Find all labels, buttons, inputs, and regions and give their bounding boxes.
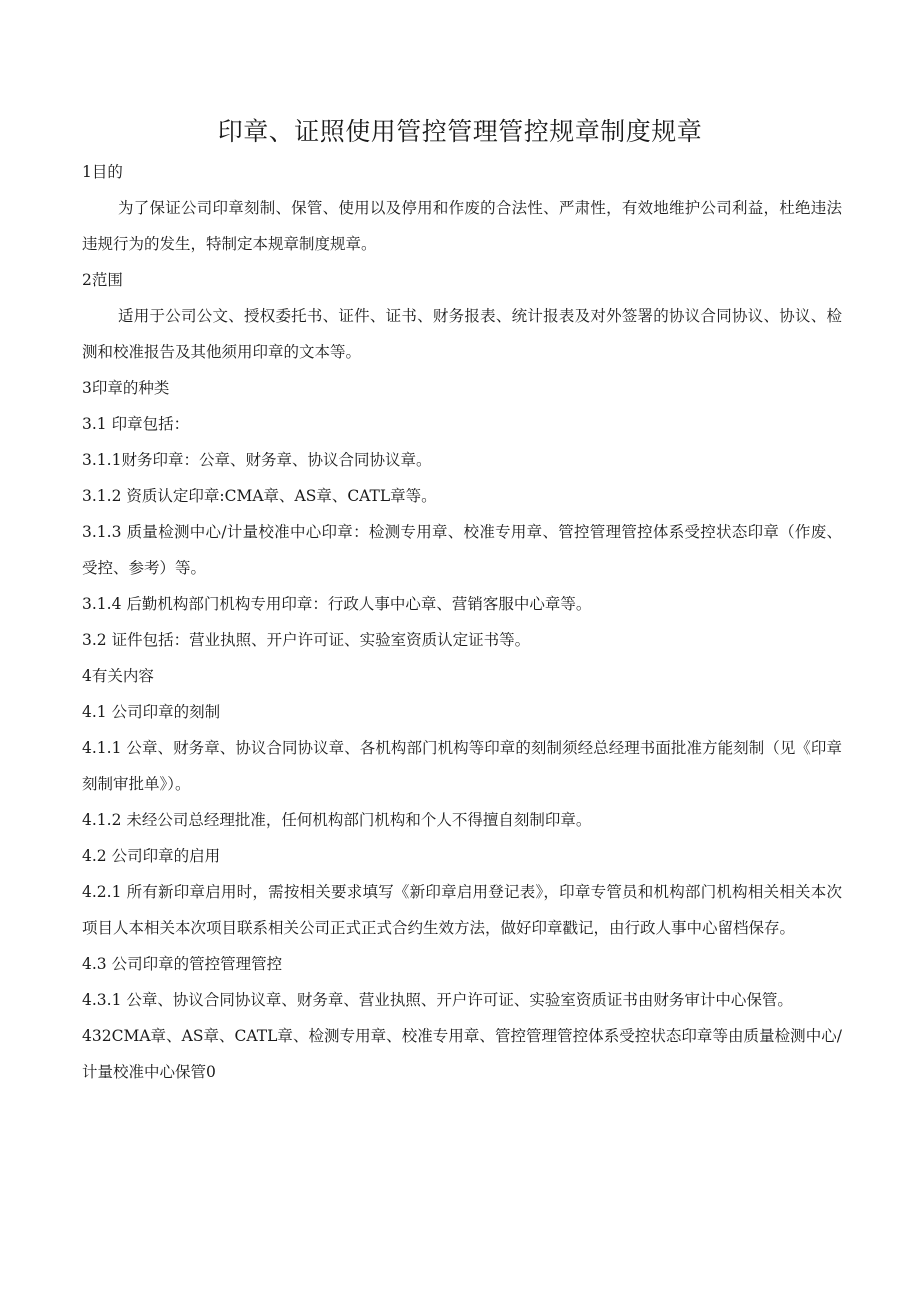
- paragraph: 432CMA章、AS章、CATL章、检测专用章、校准专用章、管控管理管控体系受控状态印章等由质量检测中心/计量校准中心保管0: [82, 1027, 842, 1081]
- paragraph: 4.1 公司印章的刻制: [82, 703, 221, 721]
- paragraph: 4.2 公司印章的启用: [82, 847, 221, 865]
- paragraph: 3.1.2 资质认定印章:CMA章、AS章、CATL章等。: [82, 487, 437, 505]
- paragraph: 适用于公司公文、授权委托书、证件、证书、财务报表、统计报表及对外签署的协议合同协议、协议、检测和校准报告及其他须用印章的文本等。: [82, 307, 842, 361]
- paragraph: 3.1.1财务印章：公章、财务章、协议合同协议章。: [82, 451, 432, 469]
- paragraph: 为了保证公司印章刻制、保管、使用以及停用和作废的合法性、严肃性，有效地维护公司利益，杜绝违法违规行为的发生，特制定本规章制度规章。: [82, 199, 842, 253]
- paragraph: 2范围: [82, 271, 123, 289]
- paragraph: 4.3.1 公章、协议合同协议章、财务章、营业执照、开户许可证、实验室资质证书由财务审计中心保管。: [82, 991, 793, 1009]
- paragraph: 3.1.4 后勤机构部门机构专用印章：行政人事中心章、营销客服中心章等。: [82, 595, 592, 613]
- paragraph: 3印章的种类: [82, 379, 170, 397]
- document-body: [82, 154, 842, 1090]
- paragraph: 4.1.1 公章、财务章、协议合同协议章、各机构部门机构等印章的刻制须经总经理书面批准方能刻制（见《印章刻制审批单》）。: [82, 739, 842, 793]
- paragraph: 4.1.2 未经公司总经理批准，任何机构部门机构和个人不得擅自刻制印章。: [82, 811, 592, 829]
- document-title: 印章、证照使用管控管理管控规章制度规章: [217, 117, 703, 146]
- paragraph: 3.2 证件包括：营业执照、开户许可证、实验室资质认定证书等。: [82, 631, 531, 649]
- paragraph: 4有关内容: [82, 667, 154, 685]
- paragraph: 3.1.3 质量检测中心/计量校准中心印章：检测专用章、校准专用章、管控管理管控体系受控状态印章（作废、受控、参考）等。: [82, 523, 842, 577]
- paragraph: 4.2.1 所有新印章启用时，需按相关要求填写《新印章启用登记表》，印章专管员和机构部门机构相关相关本次项目人本相关本次项目联系相关公司正式正式合约生效方法，做好印章戳记，由行政人事中心留档保存。: [82, 883, 842, 937]
- paragraph: 3.1 印章包括：: [82, 415, 190, 433]
- paragraph: 4.3 公司印章的管控管理管控: [82, 955, 283, 973]
- paragraph: 1目的: [82, 163, 123, 181]
